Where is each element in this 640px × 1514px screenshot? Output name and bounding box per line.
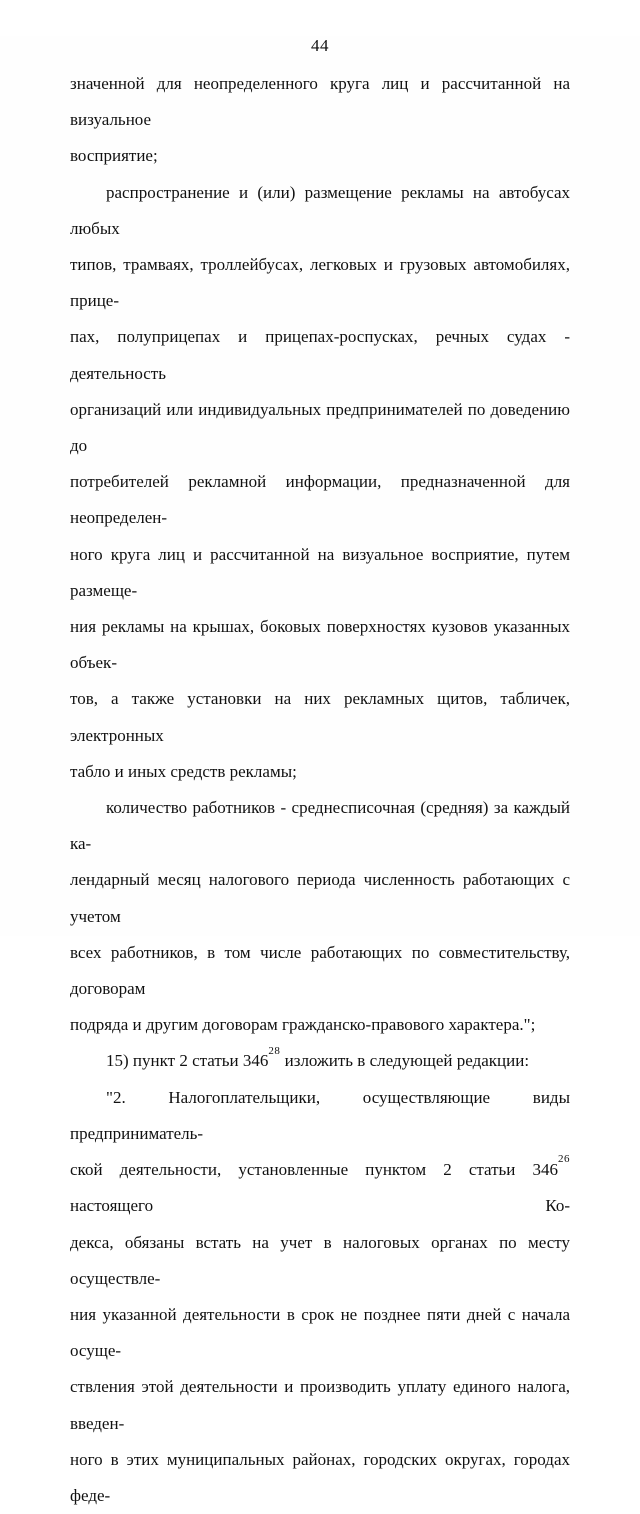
text-line: пах, полуприцепах и прицепах-роспусках, речных судах - деятельность <box>70 327 570 383</box>
text-line: тов, а также установки на них рекламных щитов, табличек, электронных <box>70 689 570 745</box>
text-line: типов, трамваях, троллейбусах, легковых и грузовых автомобилях, прице- <box>70 255 570 311</box>
text-line: значенной для неопределенного круга лиц и рассчитанной на визуальное <box>70 74 570 130</box>
text-line: всех работников, в том числе работающих по совместительству, договорам <box>70 942 570 999</box>
text-line: "2. Налогоплательщики, осуществляющие виды предприниматель- <box>70 1087 570 1143</box>
text-line <box>70 1152 570 1224</box>
text-segment: ской деятельности, установленные пунктом 2 статьи 346 <box>70 1160 558 1180</box>
page-number: 44 <box>311 36 329 55</box>
text-line: количество работников - среднесписочная (средняя) за каждый ка- <box>70 798 570 854</box>
text-line: потребителей рекламной информации, предназначенной для неопределен- <box>70 472 570 528</box>
text-line <box>70 1043 570 1079</box>
text-line: ния указанной деятельности в срок не позднее пяти дней с начала осуще- <box>70 1304 570 1361</box>
text-line: ного в этих муниципальных районах, городских округах, городах феде- <box>70 1449 570 1505</box>
text-line: ствления этой деятельности и производить уплату единого налога, введен- <box>70 1377 570 1433</box>
text-line: ного круга лиц и рассчитанной на визуальное восприятие, путем размеще- <box>70 544 570 600</box>
article-superscript: 28 <box>268 1044 281 1057</box>
text-line: лендарный месяц налогового периода численность работающих с учетом <box>70 870 570 926</box>
text-line: организаций или индивидуальных предпринимателей по доведению до <box>70 399 570 456</box>
text-line: восприятие; <box>70 146 158 166</box>
text-line: табло и иных средств рекламы; <box>70 761 297 781</box>
document-page <box>0 36 640 1505</box>
article-superscript: 26 <box>558 1153 570 1166</box>
text-segment: настоящего Ко- <box>70 1196 570 1216</box>
text-segment: 15) пункт 2 статьи 346 <box>106 1051 269 1071</box>
text-line: подряда и другим договорам гражданско-правового характера."; <box>70 1015 536 1035</box>
text-line: декса, обязаны встать на учет в налоговых органах по месту осуществле- <box>70 1232 570 1288</box>
document-body <box>70 66 570 1514</box>
text-segment: изложить в следующей редакции: <box>280 1051 530 1071</box>
text-line: распространение и (или) размещение рекламы на автобусах любых <box>70 182 570 238</box>
text-line: ния рекламы на крышах, боковых поверхностях кузовов указанных объек- <box>70 617 570 673</box>
